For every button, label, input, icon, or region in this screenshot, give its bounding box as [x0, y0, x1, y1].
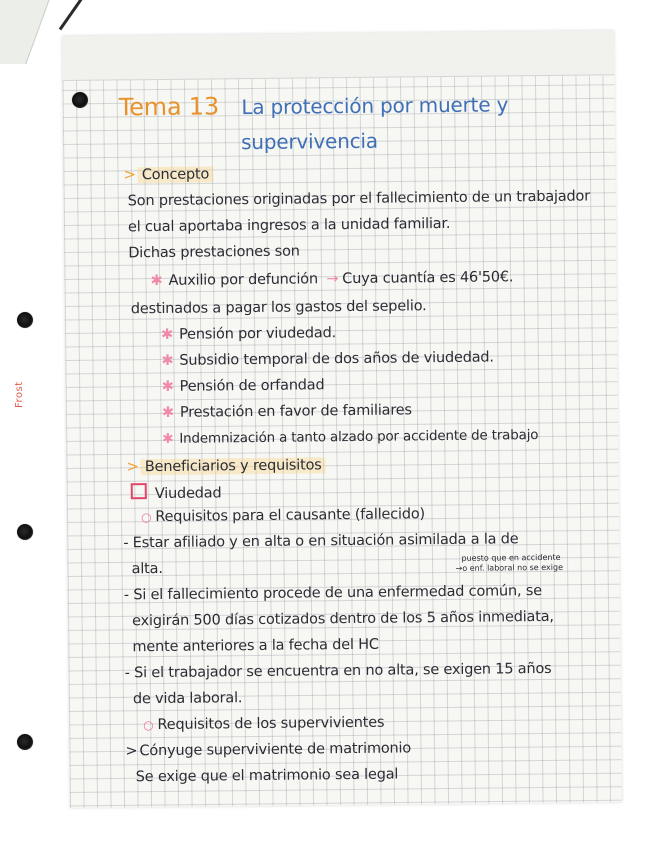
req-1b: alta. [131, 560, 163, 578]
viudedad-heading: Viudedad [131, 482, 222, 502]
req-1a: - Estar afiliado y en alta o en situación asimilada a la de [123, 531, 519, 552]
title-line-2: supervivencia [240, 128, 378, 155]
arrow-right-icon: → [326, 271, 339, 288]
auxilio-cont: destinados a pagar los gastos del sepelio. [130, 298, 427, 318]
binder-hole [17, 312, 33, 328]
binder-hole [72, 92, 88, 108]
notebook-page [62, 30, 622, 808]
req-2c: mente anteriores a la fecha del HC [132, 636, 379, 656]
list-item: ✱ Indemnización a tanto alzado por accidente de trabajo [162, 427, 539, 447]
requisitos-supervivientes: ○ Requisitos de los supervivientes [143, 714, 385, 734]
chevron-right-icon: > [125, 743, 138, 760]
circle-bullet-icon: ○ [143, 718, 154, 733]
list-item: ✱ Pensión de orfandad [161, 377, 325, 395]
matrimonio-legal: Se exige que el matrimonio sea legal [135, 766, 399, 786]
brand-logo: Frost [14, 381, 25, 408]
requisitos-causante: ○ Requisitos para el causante (fallecido) [140, 506, 426, 526]
asterisk-icon: ✱ [150, 272, 163, 290]
binder-hole [17, 524, 33, 540]
beneficiarios-heading: > Beneficiarios y requisitos [126, 455, 325, 475]
arrow-right-icon: → [455, 563, 463, 573]
side-note-1: puesto que en accidente [461, 552, 561, 563]
pencil-stroke [59, 0, 104, 30]
concepto-heading: > Concepto [123, 164, 213, 183]
asterisk-icon: ✱ [162, 430, 174, 447]
list-item: ✱ Auxilio por defunción → Cuya cuantía es 46'50€. [150, 269, 514, 290]
asterisk-icon: ✱ [161, 352, 174, 369]
checkbox-icon [131, 483, 147, 499]
torn-corner [0, 0, 52, 64]
asterisk-icon: ✱ [161, 404, 174, 421]
req-3b: de vida laboral. [132, 690, 243, 708]
concepto-p2: el cual aportaba ingresos a la unidad familiar. [127, 215, 451, 236]
circle-bullet-icon: ○ [140, 510, 152, 525]
concepto-p3: Dichas prestaciones son [128, 243, 300, 262]
conyuge-heading: > Cónyuge superviviente de matrimonio [125, 740, 412, 760]
req-2b: exigirán 500 días cotizados dentro de los 5 años inmediata, [132, 608, 554, 630]
binder-hole [17, 734, 33, 750]
list-item: ✱ Subsidio temporal de dos años de viudedad. [161, 349, 494, 369]
list-item: ✱ Pensión por viudedad. [161, 325, 337, 343]
chevron-right-icon: > [126, 457, 139, 476]
concepto-p1: Son prestaciones originadas por el fallecimiento de un trabajador [127, 188, 591, 210]
req-2a: - Si el fallecimiento procede de una enfermedad común, se [123, 583, 542, 604]
title-row [119, 89, 509, 121]
asterisk-icon: ✱ [161, 378, 174, 395]
chevron-right-icon: > [123, 165, 136, 184]
topic-number: Tema 13 [118, 92, 220, 122]
side-note-2: →o enf. laboral no se exige [455, 562, 564, 573]
asterisk-icon: ✱ [161, 326, 174, 343]
list-item: ✱ Prestación en favor de familiares [161, 402, 412, 421]
req-3a: - Si el trabajador se encuentra en no alta, se exigen 15 años [124, 660, 552, 682]
title-line-1: La protección por muerte y [241, 92, 509, 120]
page-header-band [62, 30, 614, 81]
